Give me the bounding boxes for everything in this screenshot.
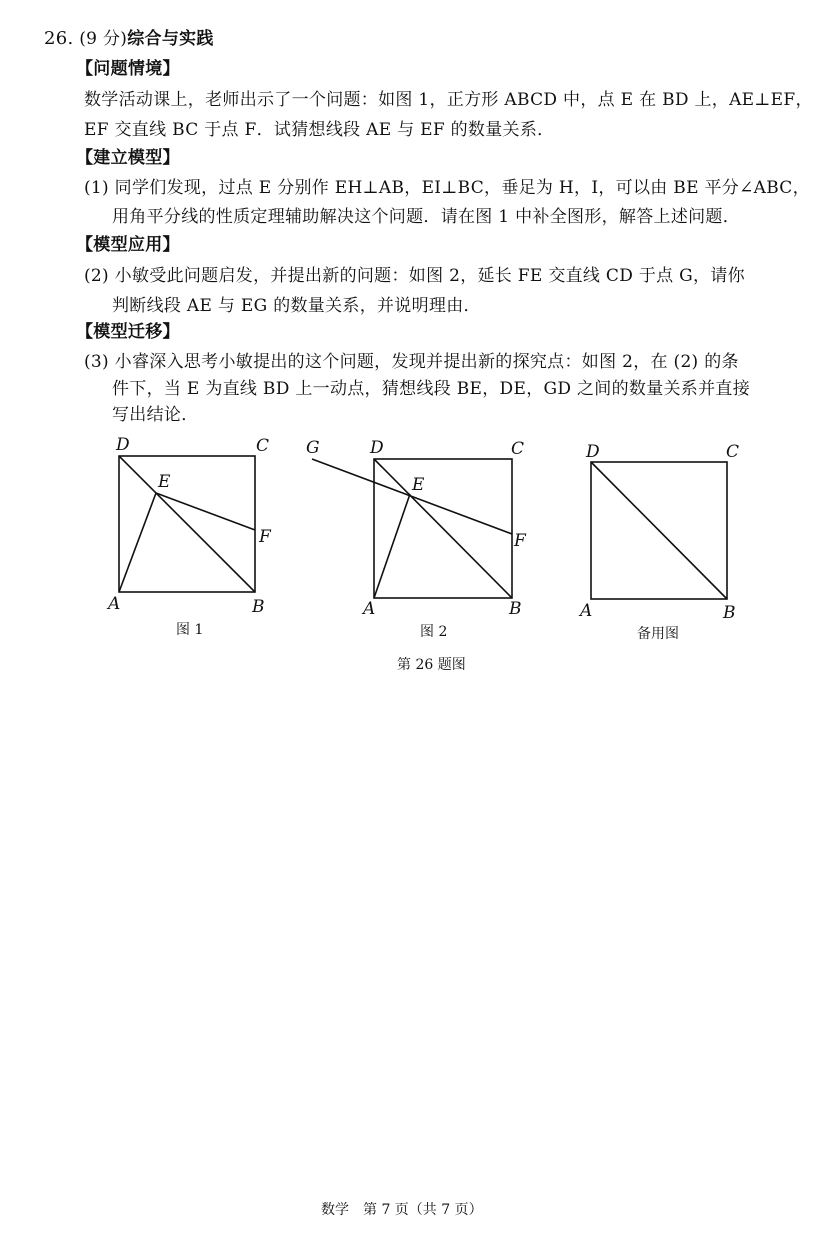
- fig1-label-F: F: [259, 527, 271, 547]
- question-title: 综合与实践: [127, 29, 214, 49]
- fig2-label-F: F: [514, 531, 526, 551]
- fig2-label-C: C: [511, 439, 525, 459]
- question-header: [44, 28, 214, 50]
- section-text-line: EF 交直线 BC 于点 F．试猜想线段 AE 与 EF 的数量关系．: [84, 120, 555, 140]
- fig3-label-C: C: [726, 442, 740, 462]
- fig2-label-E: E: [412, 475, 425, 495]
- fig2-label-A: A: [363, 599, 376, 619]
- figure-1-drawing: [119, 456, 255, 592]
- section-heading-model-application: 【模型应用】: [76, 235, 180, 255]
- figure-group-caption: 第 26 题图: [397, 657, 466, 673]
- fig1-label-A: A: [108, 594, 121, 614]
- section-text-line: 件下，当 E 为直线 BD 上一动点，猜想线段 BE，DE，GD 之间的数量关系并直接: [112, 379, 751, 399]
- section-heading-build-model: 【建立模型】: [76, 148, 180, 168]
- section-text-line: (2) 小敏受此问题启发，并提出新的问题：如图 2，延长 FE 交直线 CD 于点 G，请你: [84, 266, 745, 286]
- question-number: 26.: [44, 28, 74, 49]
- fig1-label-E: E: [158, 472, 171, 492]
- section-text-line: 判断线段 AE 与 EG 的数量关系，并说明理由．: [112, 296, 481, 316]
- backup-figure-drawing: [591, 462, 727, 599]
- fig1-label-D: D: [116, 435, 130, 455]
- figure-1-caption: 图 1: [176, 622, 204, 638]
- page-footer: 数学 第 7 页（共 7 页）: [321, 1202, 483, 1218]
- fig2-label-D: D: [370, 438, 384, 458]
- section-text-line: 数学活动课上，老师出示了一个问题：如图 1，正方形 ABCD 中，点 E 在 BD 上，AE⊥EF，: [84, 90, 813, 110]
- fig3-label-B: B: [723, 603, 736, 623]
- figures-diagram: [0, 432, 818, 642]
- section-text-line: (1) 同学们发现，过点 E 分别作 EH⊥AB，EI⊥BC，垂足为 H，I，可以由 BE 平分∠ABC，: [84, 178, 810, 198]
- section-heading-problem-context: 【问题情境】: [76, 59, 180, 79]
- question-score: (9 分): [79, 29, 128, 49]
- fig1-label-C: C: [256, 436, 270, 456]
- backup-figure-caption: 备用图: [637, 626, 679, 642]
- fig2-label-B: B: [509, 599, 522, 619]
- section-text-line: (3) 小睿深入思考小敏提出的这个问题，发现并提出新的探究点：如图 2，在 (2) 的条: [84, 352, 739, 372]
- section-heading-model-transfer: 【模型迁移】: [76, 322, 180, 342]
- fig2-label-G: G: [306, 438, 320, 458]
- figure-2-caption: 图 2: [420, 624, 448, 640]
- fig1-label-B: B: [252, 597, 265, 617]
- fig3-label-A: A: [580, 601, 593, 621]
- fig3-label-D: D: [586, 442, 600, 462]
- section-text-line: 用角平分线的性质定理辅助解决这个问题．请在图 1 中补全图形，解答上述问题．: [112, 207, 741, 227]
- section-text-line: 写出结论．: [112, 405, 199, 425]
